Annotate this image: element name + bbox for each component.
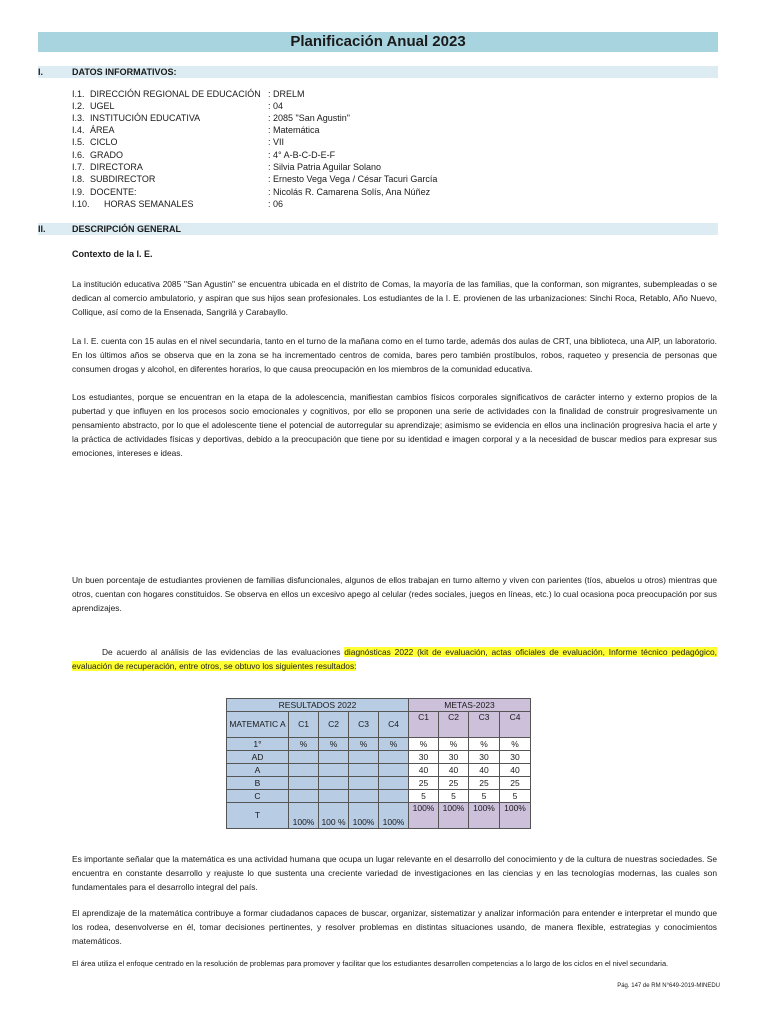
info-row: I.2. UGEL : 04 (72, 101, 284, 111)
context-paragraph: La I. E. cuenta con 15 aulas en el nivel secundaria, tanto en el turno de la mañana como en el turno tarde, además dos aulas de CRT, una biblioteca, una AIP, un laboratorio. En los últimos años se observa que en la zona se ha incrementado centros de comida, bares pero también prostíbulos, robos, raqueteo y presencia de personas que consumen drogas y alcohol, en diferentes horarios, lo que causa preocupación en los miembros de la comunidad educativa. (72, 336, 717, 374)
info-row: I.1. DIRECCIÓN REGIONAL DE EDUCACIÓN : DRELM (72, 89, 305, 99)
section-number: II. (38, 224, 46, 234)
total-cell: 100% (349, 803, 379, 829)
analysis-intro: De acuerdo al análisis de las evidencias de las evaluaciones (102, 647, 345, 657)
closing-paragraph: Es importante señalar que la matemática es una actividad humana que ocupa un lugar relevante en el desarrollo del conocimiento y de la cultura de nuestras sociedades. Se encuentra en constante desarrollo y reajuste lo que sustenta una creciente variedad de investigaciones en las ciencias y en las tecnologías modernas, las cuales son fundamentales para el desarrollo integral del país. (72, 854, 717, 892)
meta-cell: 5 (409, 790, 439, 803)
column-header: C1 (409, 712, 439, 738)
result-cell (349, 751, 379, 764)
total-cell: 100 % (319, 803, 349, 829)
level-label: C (227, 790, 289, 803)
pct-cell: % (349, 738, 379, 751)
column-header: C3 (469, 712, 500, 738)
section-descripcion-general (38, 223, 718, 235)
total-label: T (227, 803, 289, 829)
section-datos-informativos (38, 66, 718, 78)
column-header: C3 (349, 712, 379, 738)
meta-cell: 30 (500, 751, 531, 764)
grade-cell: 1° (227, 738, 289, 751)
column-header: C4 (500, 712, 531, 738)
result-cell (379, 790, 409, 803)
result-cell (349, 764, 379, 777)
info-row: I.5. CICLO : VII (72, 137, 285, 147)
column-header: C4 (379, 712, 409, 738)
pct-cell: % (409, 738, 439, 751)
info-row: I.6. GRADO : 4° A-B-C-D-E-F (72, 150, 336, 160)
column-header: C2 (439, 712, 469, 738)
meta-cell: 40 (469, 764, 500, 777)
pct-cell: % (469, 738, 500, 751)
meta-cell: 30 (439, 751, 469, 764)
info-row: I.10. HORAS SEMANALES : 06 (72, 199, 284, 209)
results-2022-header: RESULTADOS 2022 (227, 699, 409, 712)
pct-cell: % (289, 738, 319, 751)
total-cell: 100% (439, 803, 469, 829)
info-row: I.7. DIRECTORA : Silvia Patria Aguilar Solano (72, 162, 382, 172)
info-row: I.8. SUBDIRECTOR : Ernesto Vega Vega / César Tacuri García (72, 174, 438, 184)
result-cell (289, 790, 319, 803)
pct-cell: % (439, 738, 469, 751)
column-header: C1 (289, 712, 319, 738)
total-cell: 100% (289, 803, 319, 829)
info-row: I.3. INSTITUCIÓN EDUCATIVA : 2085 "San Agustin" (72, 113, 350, 123)
result-cell (349, 777, 379, 790)
section-number: I. (38, 67, 44, 77)
context-paragraph: Los estudiantes, porque se encuentran en la etapa de la adolescencia, manifiestan cambios físicos corporales significativos de carácter interno y externo propios de la pubertad y que influyen en los procesos socio emocionales y cognitivos, por ello se proponen una serie de actividades con la finalidad de construir progresivamente un pensamiento abstracto, por lo que el adolescente tiene el potencial de autorregular su aprendizaje; asimismo se evidencia en ellos una inclinación progresiva hacia el arte y la práctica de actividades físicas y deportivas, debido a la preocupación que tiene por su identidad e imagen corporal y a la necesidad de buscar medios para expresar sus emociones, intereses e ideas. (72, 392, 717, 458)
results-table (226, 698, 531, 829)
result-cell (379, 751, 409, 764)
result-cell (349, 790, 379, 803)
analysis-highlight: diagnósticas 2022 (kit de evaluación, actas oficiales de evaluación, Informe técnico pedagógico, evaluación de recuperación, entre otros, se obtuvo los siguientes resultados: (72, 647, 717, 671)
section-label: DESCRIPCIÓN GENERAL (72, 224, 182, 234)
result-cell (379, 777, 409, 790)
total-cell: 100% (409, 803, 439, 829)
meta-cell: 40 (500, 764, 531, 777)
closing-paragraph: El aprendizaje de la matemática contribuye a formar ciudadanos capaces de buscar, organizar, sistematizar y analizar información para entender e interpretar el mundo que los rodea, desenvolverse en él, tomar decisiones pertinentes, y resolver problemas en distintas situaciones usando, de manera flexible, estrategias y conocimientos matemáticos. (72, 908, 717, 946)
total-cell: 100% (500, 803, 531, 829)
result-cell (319, 790, 349, 803)
result-cell (289, 764, 319, 777)
meta-cell: 25 (469, 777, 500, 790)
result-cell (319, 751, 349, 764)
result-cell (289, 751, 319, 764)
info-row: I.4. ÁREA : Matemática (72, 125, 320, 135)
meta-cell: 25 (439, 777, 469, 790)
document-title: Planificación Anual 2023 (38, 32, 718, 52)
result-cell (379, 764, 409, 777)
meta-cell: 25 (409, 777, 439, 790)
meta-cell: 5 (439, 790, 469, 803)
context-paragraph: La institución educativa 2085 "San Agustin" se encuentra ubicada en el distrito de Comas, la mayoría de las familias, que la conforman, son migrantes, subempleadas o se dedican al comercio ambulatorio, y aspiran que sus hijos sean profesionales. Los estudiantes de la I. E. provienen de las urbanizaciones: Sinchi Roca, Retablo, Año Nuevo, Collique, así como de la Ensenada, Sangrilá y Carabayllo. (72, 279, 717, 317)
total-cell: 100% (379, 803, 409, 829)
meta-cell: 5 (500, 790, 531, 803)
meta-cell: 40 (439, 764, 469, 777)
level-label: AD (227, 751, 289, 764)
section-label: DATOS INFORMATIVOS: (72, 67, 177, 77)
area-label-cell: MATEMATIC A (227, 712, 289, 738)
result-cell (289, 777, 319, 790)
meta-cell: 30 (409, 751, 439, 764)
meta-cell: 40 (409, 764, 439, 777)
result-cell (319, 764, 349, 777)
meta-cell: 5 (469, 790, 500, 803)
meta-cell: 30 (469, 751, 500, 764)
context-heading: Contexto de la I. E. (72, 249, 153, 259)
pct-cell: % (379, 738, 409, 751)
pct-cell: % (319, 738, 349, 751)
column-header: C2 (319, 712, 349, 738)
result-cell (319, 777, 349, 790)
metas-2023-header: METAS-2023 (409, 699, 531, 712)
analysis-paragraph (72, 645, 717, 673)
info-row: I.9. DOCENTE: : Nicolás R. Camarena Solís, Ana Núñez (72, 187, 431, 197)
meta-cell: 25 (500, 777, 531, 790)
level-label: B (227, 777, 289, 790)
pct-cell: % (500, 738, 531, 751)
level-label: A (227, 764, 289, 777)
small-paragraph: El área utiliza el enfoque centrado en la resolución de problemas para promover y facilitar que los estudiantes desarrollen competencias a lo largo de los ciclos en el nivel secundaria. (72, 959, 669, 968)
total-cell: 100% (469, 803, 500, 829)
context-paragraph: Un buen porcentaje de estudiantes provienen de familias disfuncionales, algunos de ellos trabajan en turno alterno y viven con parientes (tíos, abuelos u otros) mientras que otros, cuentan con hogares constituidos. Se observa en ellos un excesivo apego al celular (redes sociales, juegos en líneas, etc.) lo cual ocasiona poca preocupación por sus aprendizajes. (72, 575, 717, 613)
footer-reference: Pág. 147 de RM N°649-2019-MINEDU (617, 983, 720, 989)
